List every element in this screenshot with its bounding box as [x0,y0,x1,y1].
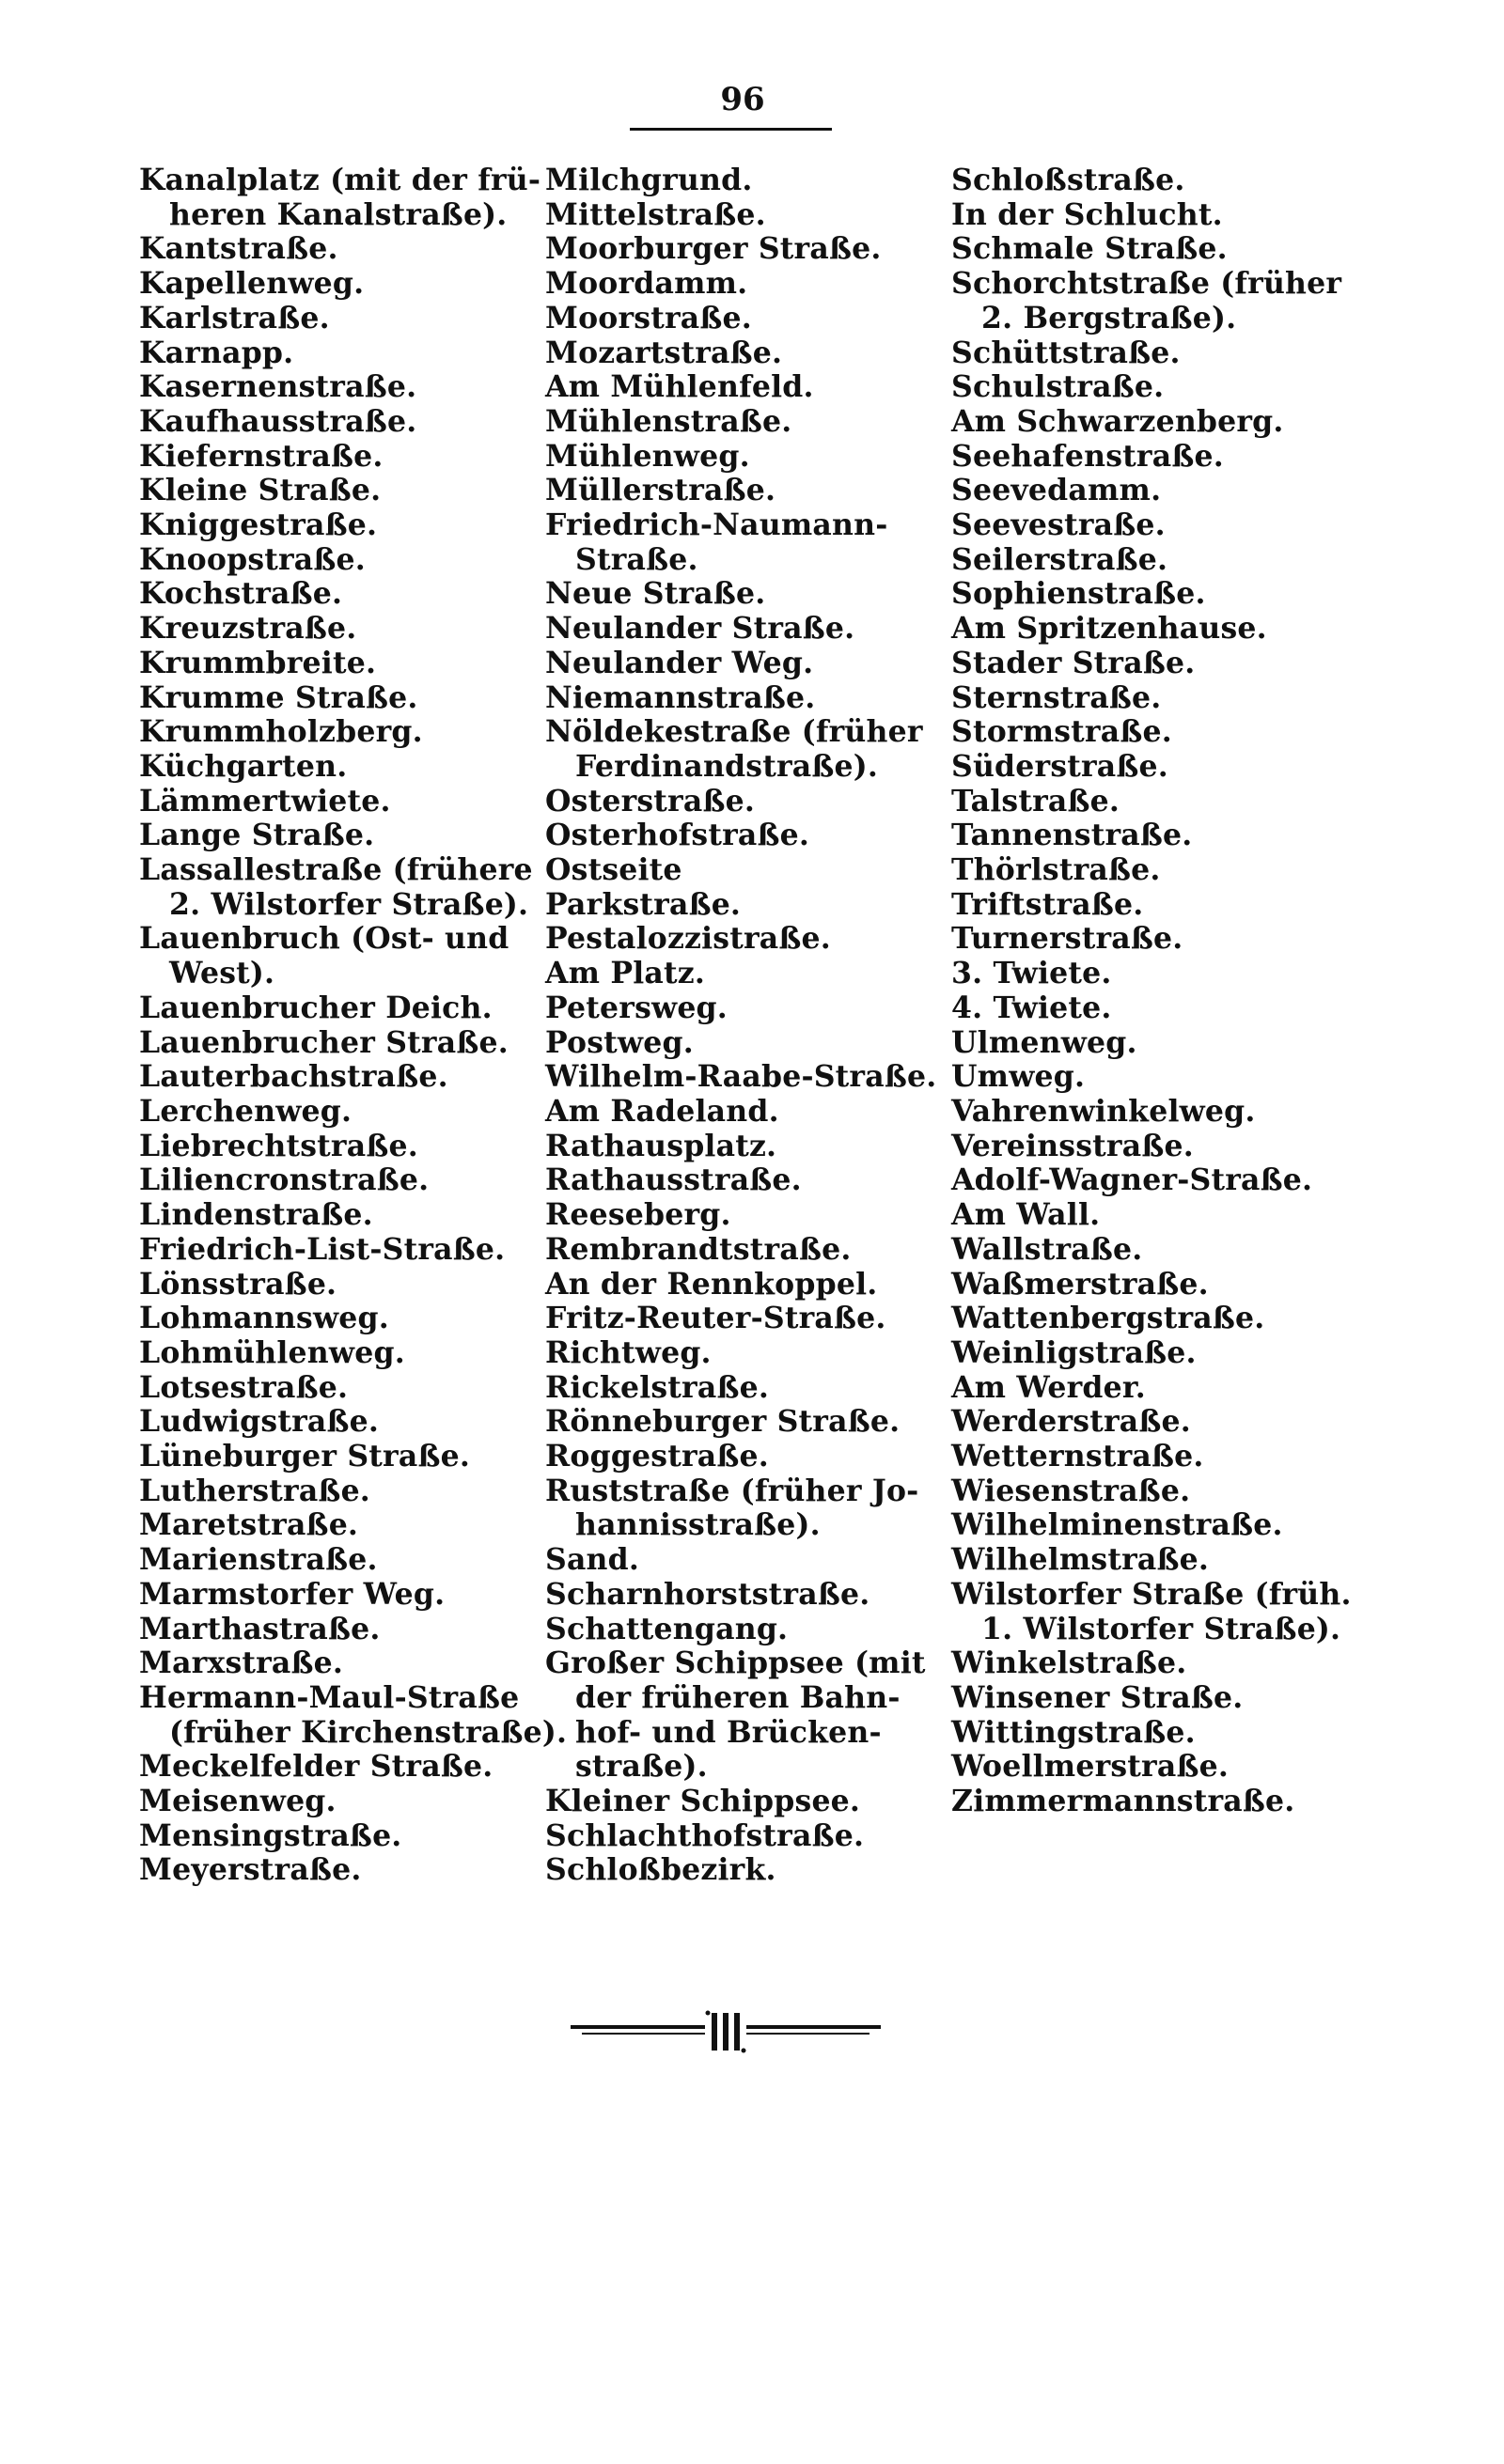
street-entry: Vahrenwinkelweg. [951,1093,1256,1129]
street-entry: Lassallestraße (frühere [139,852,533,888]
street-entry: Straße. [575,541,698,577]
street-entry: Seilerstraße. [951,541,1168,577]
street-entry: Kleiner Schippsee. [545,1784,861,1819]
street-entry: Werderstraße. [951,1404,1191,1440]
street-entry: Lauterbachstraße. [139,1059,448,1095]
street-entry: Parkstraße. [545,886,742,922]
street-entry: Kanalplatz (mit der frü- [139,163,541,197]
street-entry: Neue Straße. [545,576,766,612]
street-entry: Niemannstraße. [545,679,816,715]
street-entry: Rönneburger Straße. [545,1404,901,1440]
street-entry: Kaufhausstraße. [139,403,417,439]
street-entry: Lauenbrucher Deich. [139,990,493,1025]
end-ornament [571,2002,881,2058]
street-entry: der früheren Bahn- [575,1679,901,1715]
street-entry: In der Schlucht. [951,196,1223,232]
street-entry: Krummbreite. [139,645,377,680]
street-entry: Wilhelminenstraße. [951,1507,1283,1543]
street-entry: Pestalozzistraße. [545,921,831,957]
street-entry: Lämmertwiete. [139,783,391,819]
street-entry: Rickelstraße. [545,1369,769,1405]
street-entry: Lerchenweg. [139,1093,352,1129]
street-entry: Stader Straße. [951,645,1196,680]
street-entry: Schorchtstraße (früher [951,266,1342,302]
street-entry: Lauenbrucher Straße. [139,1024,509,1060]
street-entry: Wallstraße. [951,1231,1143,1267]
street-entry: Ulmenweg. [951,1024,1137,1060]
street-entry: Kiefernstraße. [139,438,384,474]
street-entry: Am Schwarzenberg. [951,403,1284,439]
street-entry: Rathausplatz. [545,1128,777,1163]
street-entry: Müllerstraße. [545,473,776,508]
street-entry: Adolf-Wagner-Straße. [951,1162,1313,1198]
street-entry: Karnapp. [139,335,294,370]
street-entry: Rembrandtstraße. [545,1231,852,1267]
street-entry: Kleine Straße. [139,473,382,508]
street-entry: Kasernenstraße. [139,369,417,405]
street-entry: Triftstraße. [951,886,1144,922]
street-entry: Am Spritzenhause. [951,611,1267,647]
street-entry: Mühlenstraße. [545,403,792,439]
street-entry: Fritz-Reuter-Straße. [545,1301,886,1336]
street-entry: Großer Schippsee (mit [545,1645,926,1681]
street-entry: Lohmühlenweg. [139,1334,405,1370]
street-entry: Küchgarten. [139,748,348,784]
street-entry: Meckelfelder Straße. [139,1749,494,1785]
street-entry: 3. Twiete. [951,956,1112,991]
street-entry: Schloßbezirk. [545,1852,776,1888]
street-entry: Milchgrund. [545,163,753,197]
street-entry: Tannenstraße. [951,818,1193,853]
street-entry: Wattenbergstraße. [951,1301,1265,1336]
street-entry: Lutherstraße. [139,1473,370,1508]
street-entry: Weinligstraße. [951,1334,1197,1370]
street-entry: Meyerstraße. [139,1852,362,1888]
street-entry: Kapellenweg. [139,266,365,302]
street-entry: Seehafenstraße. [951,438,1224,474]
street-column-3 [951,164,1365,1819]
street-entry: Schulstraße. [951,369,1165,405]
street-column-1 [139,163,568,1888]
street-entry: Thörlstraße. [951,852,1161,888]
street-entry: Kochstraße. [139,576,343,612]
street-entry: Süderstraße. [951,748,1168,784]
street-entry: Meisenweg. [139,1784,337,1819]
street-entry: Ferdinandstraße). [575,748,879,784]
street-entry: An der Rennkoppel. [545,1266,878,1302]
street-entry: Neulander Weg. [545,645,814,680]
street-entry: Wilhelm-Raabe-Straße. [545,1059,937,1095]
street-entry: Turnerstraße. [951,921,1183,957]
street-entry: hof- und Brücken- [575,1714,882,1750]
street-entry: Kreuzstraße. [139,611,357,647]
street-entry: Roggestraße. [545,1439,769,1474]
street-entry: Waßmerstraße. [951,1266,1209,1302]
street-entry: Mozartstraße. [545,335,783,370]
street-entry: Postweg. [545,1024,694,1060]
street-entry: Marienstraße. [139,1542,378,1578]
street-entry: Am Mühlenfeld. [545,369,814,405]
street-entry: Schüttstraße. [951,335,1181,370]
street-entry: Seevedamm. [951,473,1162,508]
street-entry: Ruststraße (früher Jo- [545,1473,919,1508]
street-entry: Am Wall. [951,1197,1101,1233]
street-entry: Mensingstraße. [139,1817,402,1853]
street-entry: Osterstraße. [545,783,755,819]
street-entry: Petersweg. [545,990,728,1025]
street-entry: Vereinsstraße. [951,1128,1194,1163]
street-entry: straße). [575,1749,708,1785]
street-entry: Wetternstraße. [951,1439,1204,1474]
street-entry: Ostseite [545,852,682,888]
street-entry: Ludwigstraße. [139,1404,380,1440]
street-entry: Lüneburger Straße. [139,1439,470,1474]
street-entry: Am Radeland. [545,1093,779,1129]
street-entry: Osterhofstraße. [545,818,810,853]
street-entry: Lotsestraße. [139,1369,349,1405]
street-entry: Wilhelmstraße. [951,1542,1210,1578]
street-entry: Moordamm. [545,266,748,302]
street-entry: Marthastraße. [139,1611,381,1646]
street-entry: Moorburger Straße. [545,231,882,267]
street-entry: Lohmannsweg. [139,1301,389,1336]
street-entry: Stormstraße. [951,714,1172,750]
street-entry: Schlachthofstraße. [545,1817,865,1853]
street-entry: Talstraße. [951,783,1120,819]
street-entry: Wilstorfer Straße (früh. [951,1576,1352,1612]
street-entry: Scharnhorststraße. [545,1576,870,1612]
street-entry: Sand. [545,1542,640,1578]
street-entry: Moorstraße. [545,300,752,335]
street-entry: Schmale Straße. [951,231,1228,267]
street-entry: Lindenstraße. [139,1197,373,1233]
street-entry: hannisstraße). [575,1507,821,1543]
street-entry: Krummholzberg. [139,714,423,750]
street-entry: Rathausstraße. [545,1162,802,1198]
page-number: 96 [720,81,765,118]
street-entry: Marmstorfer Weg. [139,1576,446,1612]
street-entry: Maretstraße. [139,1507,359,1543]
street-entry: Karlstraße. [139,300,330,335]
street-entry: Woellmerstraße. [951,1749,1229,1785]
street-entry: Schattengang. [545,1611,789,1646]
street-entry: 4. Twiete. [951,990,1112,1025]
street-entry: Sternstraße. [951,679,1162,715]
street-entry: 2. Wilstorfer Straße). [169,886,529,922]
street-entry: Zimmermannstraße. [951,1784,1295,1819]
header-rule [630,128,832,131]
street-entry: Nöldekestraße (früher [545,714,923,750]
street-column-2 [545,164,945,1888]
street-entry: Wittingstraße. [951,1714,1196,1750]
street-entry: Winsener Straße. [951,1679,1244,1715]
street-entry: Knoopstraße. [139,541,366,577]
street-entry: 1. Wilstorfer Straße). [981,1611,1341,1646]
street-entry: 2. Bergstraße). [981,300,1237,335]
street-entry: Lange Straße. [139,818,375,853]
street-entry: Winkelstraße. [951,1645,1187,1681]
street-entry: Marxstraße. [139,1645,344,1681]
street-entry: Schloßstraße. [951,163,1185,197]
street-entry: heren Kanalstraße). [169,196,508,232]
street-entry: (früher Kirchenstraße). [169,1714,568,1750]
street-entry: Kantstraße. [139,231,338,267]
street-entry: Krumme Straße. [139,679,418,715]
street-entry: West). [169,956,275,991]
street-entry: Lönsstraße. [139,1266,337,1302]
street-entry: Kniggestraße. [139,507,378,543]
street-entry: Hermann-Maul-Straße [139,1679,520,1715]
street-entry: Am Platz. [545,956,706,991]
street-entry: Liebrechtstraße. [139,1128,418,1163]
street-entry: Liliencronstraße. [139,1162,430,1198]
street-entry: Mühlenweg. [545,438,750,474]
street-entry: Neulander Straße. [545,611,855,647]
street-entry: Reeseberg. [545,1197,731,1233]
street-entry: Seevestraße. [951,507,1166,543]
street-entry: Friedrich-Naumann- [545,507,888,543]
street-entry: Wiesenstraße. [951,1473,1191,1508]
street-entry: Friedrich-List-Straße. [139,1231,506,1267]
street-entry: Sophienstraße. [951,576,1206,612]
street-entry: Am Werder. [951,1369,1146,1405]
street-entry: Mittelstraße. [545,196,766,232]
street-entry: Lauenbruch (Ost- und [139,921,509,957]
street-entry: Richtweg. [545,1334,712,1370]
street-entry: Umweg. [951,1059,1086,1095]
